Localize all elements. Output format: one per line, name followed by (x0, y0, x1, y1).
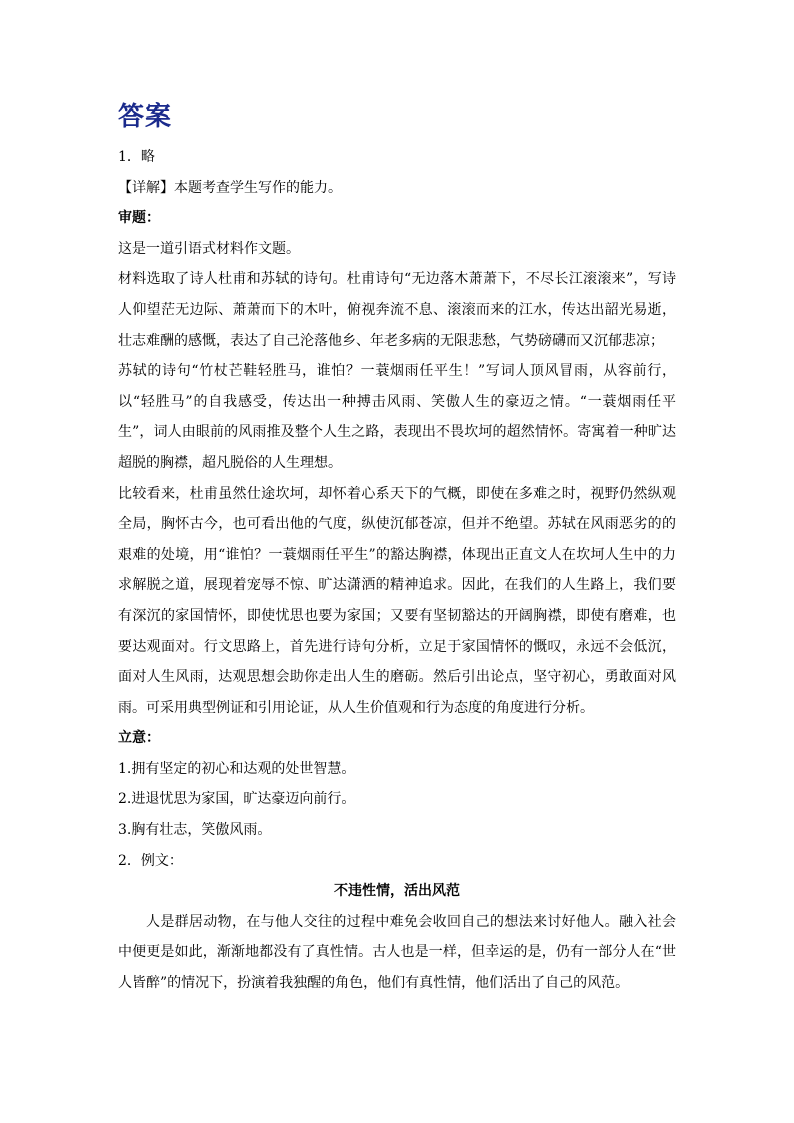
answer-body (118, 142, 676, 999)
idea-3: 3.胸有壮志，笑傲风雨。 (118, 822, 272, 839)
essay-title: 不违性情，活出风范 (334, 883, 460, 900)
page-title: 答案 (118, 102, 173, 132)
analysis-paragraph-2: 苏轼的诗句“竹杖芒鞋轻胜马，谁怕？一蓑烟雨任平生！”写词人顶风冒雨，从容前行，以“轻胜马”的自我感受，传达出一种搏击风雨、笑傲人生的豪迈之情。“一蓑烟雨任平生”，词人由眼前的风雨推及整个人生之路，表现出不畏坎坷的超然情怀。寄寓着一种旷达超脱的胸襟，超凡脱俗的人生理想。 (118, 363, 676, 471)
type-line: 这是一道引语式材料作文题。 (118, 240, 300, 257)
question-2-label: 2．例文： (118, 852, 183, 869)
shenti-label: 审题： (118, 210, 160, 227)
liyi-label: 立意： (118, 730, 160, 747)
essay-paragraph-1: 人是群居动物，在与他人交往的过程中难免会收回自己的想法来讨好他人。融入社会中便更是如此，渐渐地都没有了真性情。古人也是一样，但幸运的是，仍有一部分人在“世人皆醉”的情况下，扮演着我独醒的角色，他们有真性情，他们活出了自己的风范。 (118, 913, 676, 992)
analysis-paragraph-3: 比较看来，杜甫虽然仕途坎坷，却怀着心系天下的气概，即使在多难之时，视野仍然纵观全局，胸怀古今，也可看出他的气度，纵使沉郁苍凉，但并不绝望。苏轼在风雨恶劣的的艰难的处境，用“谁怕？一蓑烟雨任平生”的豁达胸襟，体现出正直文人在坎坷人生中的力求解脱之道，展现着宠辱不惊、旷达潇洒的精神追求。因此，在我们的人生路上，我们要有深沉的家国情怀，即使忧思也要为家国；又要有坚韧豁达的开阔胸襟，即使有磨难，也要达观面对。行文思路上，首先进行诗句分析，立足于家国情怀的慨叹，永远不会低沉，面对人生风雨，达观思想会助你走出人生的磨砺。然后引出论点，坚守初心，勇敢面对风雨。可采用典型例证和引用论证，从人生价值观和行为态度的角度进行分析。 (118, 485, 676, 716)
idea-1: 1.拥有坚定的初心和达观的处世智慧。 (118, 760, 356, 777)
detail-line: 【详解】本题考查学生写作的能力。 (118, 179, 342, 196)
question-1-answer: 1．略 (118, 149, 155, 165)
idea-2: 2.进退忧思为家国，旷达豪迈向前行。 (118, 791, 356, 808)
analysis-paragraph-1: 材料选取了诗人杜甫和苏轼的诗句。杜甫诗句“无边落木萧萧下，不尽长江滚滚来”，写诗人仰望茫无边际、萧萧而下的木叶，俯视奔流不息、滚滚而来的江水，传达出韶光易逝，壮志难酬的感慨，表达了自己沦落他乡、年老多病的无限悲愁，气势磅礴而又沉郁悲凉； (118, 271, 676, 349)
